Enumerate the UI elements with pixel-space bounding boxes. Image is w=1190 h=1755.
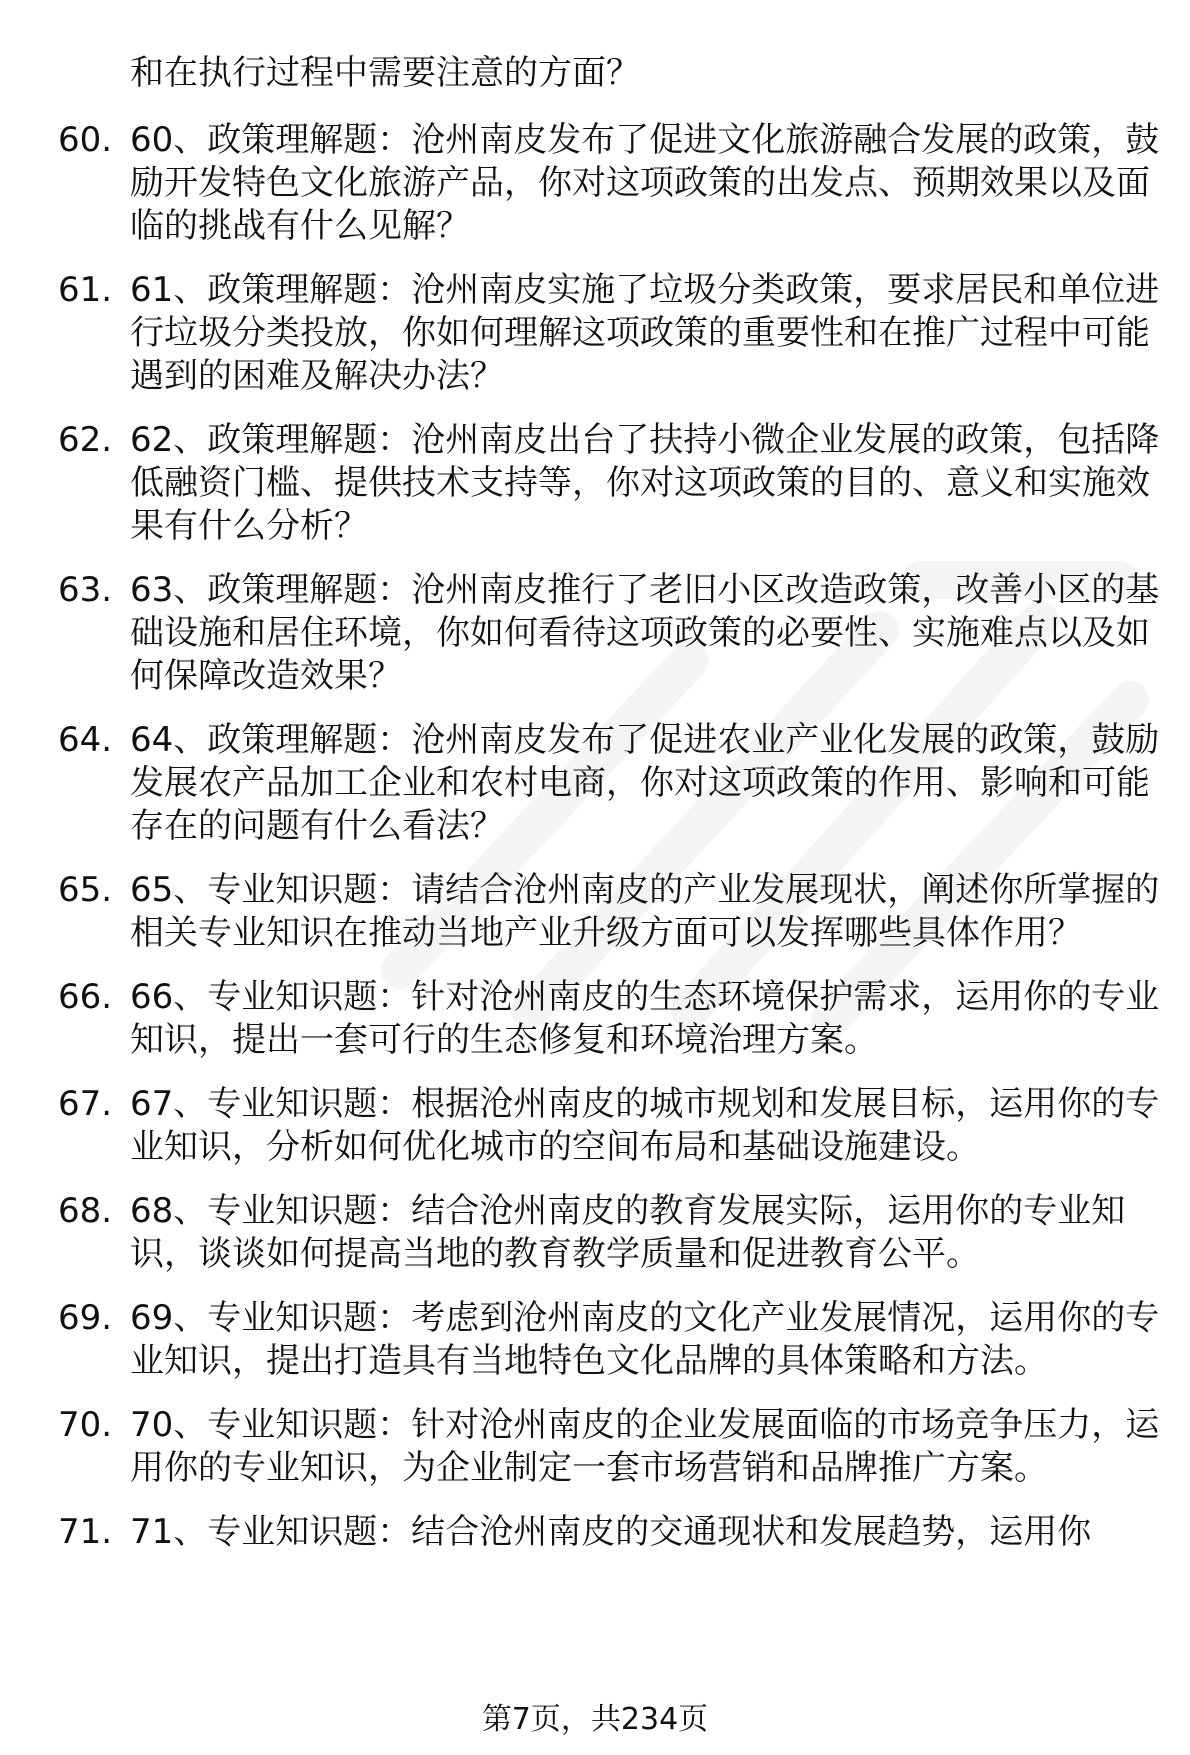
list-item	[58, 1511, 1168, 1554]
item-number: 69.	[58, 1298, 113, 1338]
item-text: 70、专业知识题：针对沧州南皮的企业发展面临的市场竞争压力，运用你的专业知识，为企业制定一套市场营销和品牌推广方案。	[130, 1405, 1160, 1488]
item-text: 65、专业知识题：请结合沧州南皮的产业发展现状，阐述你所掌握的相关专业知识在推动当地产业升级方面可以发挥哪些具体作用？	[130, 870, 1160, 953]
list-item	[58, 976, 1168, 1062]
page-footer: 第7页，共234页	[481, 1702, 709, 1737]
list-item	[58, 1297, 1168, 1383]
item-text: 66、专业知识题：针对沧州南皮的生态环境保护需求，运用你的专业知识，提出一套可行的生态修复和环境治理方案。	[130, 977, 1160, 1060]
item-number: 71.	[58, 1512, 113, 1552]
list-item	[58, 1083, 1168, 1169]
item-text: 63、政策理解题：沧州南皮推行了老旧小区改造政策，改善小区的基础设施和居住环境，你如何看待这项政策的必要性、实施难点以及如何保障改造效果？	[130, 570, 1160, 696]
continued-question-text: 和在执行过程中需要注意的方面？	[130, 53, 640, 93]
list-item	[58, 569, 1168, 698]
item-text: 62、政策理解题：沧州南皮出台了扶持小微企业发展的政策，包括降低融资门槛、提供技术支持等，你对这项政策的目的、意义和实施效果有什么分析？	[130, 420, 1160, 546]
list-item	[58, 1190, 1168, 1276]
item-text: 67、专业知识题：根据沧州南皮的城市规划和发展目标，运用你的专业知识，分析如何优化城市的空间布局和基础设施建设。	[130, 1084, 1160, 1167]
item-number: 62.	[58, 420, 113, 460]
item-number: 70.	[58, 1405, 113, 1445]
item-number: 63.	[58, 570, 113, 610]
item-number: 60.	[58, 120, 113, 160]
item-number: 64.	[58, 720, 113, 760]
list-item	[58, 1404, 1168, 1490]
item-number: 67.	[58, 1084, 113, 1124]
list-item	[58, 419, 1168, 548]
list-item	[58, 269, 1168, 398]
question-list	[58, 119, 1168, 1575]
list-item	[58, 869, 1168, 955]
item-text: 68、专业知识题：结合沧州南皮的教育发展实际，运用你的专业知识，谈谈如何提高当地的教育教学质量和促进教育公平。	[130, 1191, 1126, 1274]
item-number: 68.	[58, 1191, 113, 1231]
item-text: 60、政策理解题：沧州南皮发布了促进文化旅游融合发展的政策，鼓励开发特色文化旅游产品，你对这项政策的出发点、预期效果以及面临的挑战有什么见解？	[130, 120, 1160, 246]
item-text: 64、政策理解题：沧州南皮发布了促进农业产业化发展的政策，鼓励发展农产品加工企业和农村电商，你对这项政策的作用、影响和可能存在的问题有什么看法？	[130, 720, 1160, 846]
list-item	[58, 119, 1168, 248]
item-number: 61.	[58, 270, 113, 310]
item-text: 69、专业知识题：考虑到沧州南皮的文化产业发展情况，运用你的专业知识，提出打造具有当地特色文化品牌的具体策略和方法。	[130, 1298, 1160, 1381]
item-number: 66.	[58, 977, 113, 1017]
item-number: 65.	[58, 870, 113, 910]
list-item	[58, 719, 1168, 848]
item-text: 71、专业知识题：结合沧州南皮的交通现状和发展趋势，运用你	[130, 1512, 1092, 1552]
item-text: 61、政策理解题：沧州南皮实施了垃圾分类政策，要求居民和单位进行垃圾分类投放，你如何理解这项政策的重要性和在推广过程中可能遇到的困难及解决办法？	[130, 270, 1160, 396]
